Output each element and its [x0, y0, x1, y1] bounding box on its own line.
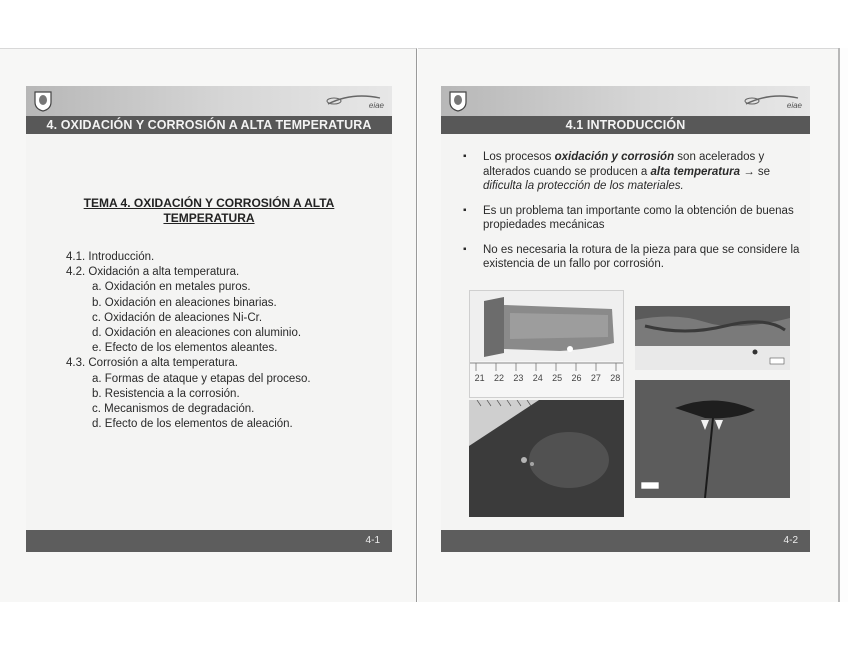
ruler-number: 21: [474, 373, 485, 383]
bullet-marker: ▪: [463, 204, 467, 216]
page-number: 4-2: [783, 535, 798, 546]
bullet-text: Es un problema tan importante como la obtención de buenas propiedades mecánicas: [483, 204, 794, 231]
scan-margin-top: [0, 0, 848, 48]
corroded-surface-photo: [469, 400, 624, 517]
brand-logo-text: eiae: [786, 101, 802, 110]
ruler-number: 23: [513, 373, 524, 383]
micrograph-image: [635, 306, 790, 370]
topic-heading-line-1: TEMA 4. OXIDACIÓN Y CORROSIÓN A ALTA: [83, 196, 335, 210]
university-crest-icon: [34, 90, 52, 112]
bullet-emphasis: oxidación y corrosión: [554, 151, 675, 163]
ruler-number: 27: [590, 373, 601, 383]
brand-logo-text: eiae: [368, 101, 384, 110]
scan-margin-bottom: [0, 602, 848, 655]
bullet-item: [461, 150, 801, 194]
bullet-text: Los procesos: [483, 151, 555, 163]
page-edge: [838, 48, 840, 602]
ruler-number: 22: [494, 373, 505, 383]
slide-1: [26, 86, 392, 552]
bullet-item: [461, 204, 801, 233]
bullet-text: son acelerados y alterados cuando se producen a: [483, 151, 765, 178]
micrograph-cross-section-photo: [635, 306, 790, 370]
turbine-blade-photo: [469, 290, 624, 398]
toc-subitem: a. Formas de ataque y etapas del proceso.: [92, 372, 311, 385]
table-of-contents: [66, 250, 311, 432]
toc-subitem: e. Efecto de los elementos aleantes.: [92, 342, 278, 355]
toc-subitem: b. Resistencia a la corrosión.: [92, 387, 240, 400]
bullet-emphasis: alta temperatura: [650, 165, 740, 178]
bullet-text: → se: [740, 165, 771, 178]
toc-subitem: c. Oxidación de aleaciones Ni-Cr.: [92, 311, 263, 324]
toc-item: 4.1. Introducción.: [66, 251, 155, 263]
toc-subitem: d. Oxidación en aleaciones con aluminio.: [92, 327, 302, 340]
toc-subitem: d. Efecto de los elementos de aleación.: [92, 418, 293, 431]
slide-footer: [441, 530, 810, 552]
ruler-number: 28: [610, 373, 621, 383]
bullet-italic: dificulta la protección de los materiales.: [483, 180, 684, 192]
ruler-scale: [470, 373, 624, 383]
topic-heading: [54, 196, 364, 226]
toc-item: 4.3. Corrosión a alta temperatura.: [66, 357, 238, 370]
slide-2: [441, 86, 810, 552]
ruler-number: 26: [571, 373, 582, 383]
slide-header-band: [441, 86, 810, 116]
slide-header-band: [26, 86, 392, 116]
page-number: 4-1: [365, 535, 380, 546]
crack-micrograph-image: [635, 380, 790, 498]
toc-subitem: c. Mecanismos de degradación.: [92, 403, 255, 416]
toc-item: 4.2. Oxidación a alta temperatura.: [66, 266, 240, 279]
bullet-list: [461, 150, 801, 282]
bullet-item: [461, 243, 801, 272]
toc-subitem: b. Oxidación en aleaciones binarias.: [92, 296, 277, 309]
university-crest-icon: [449, 90, 467, 112]
bullet-marker: ▪: [463, 151, 467, 162]
bullet-text: No es necesaria la rotura de la pieza para que se considere la existencia de un fallo por corrosión.: [483, 243, 800, 270]
slide-title-bar: 4.1 INTRODUCCIÓN: [441, 116, 810, 134]
toc-subitem: a. Oxidación en metales puros.: [92, 281, 251, 294]
ruler-number: 25: [552, 373, 563, 383]
slide-title-bar: 4. OXIDACIÓN Y CORROSIÓN A ALTA TEMPERATURA: [26, 116, 392, 134]
crack-micrograph-photo: [635, 380, 790, 498]
topic-heading-line-2: TEMPERATURA: [163, 211, 255, 225]
corroded-surface-image: [469, 400, 624, 517]
ruler-number: 24: [532, 373, 543, 383]
bullet-marker: ▪: [463, 243, 467, 255]
slide-footer: [26, 530, 392, 552]
